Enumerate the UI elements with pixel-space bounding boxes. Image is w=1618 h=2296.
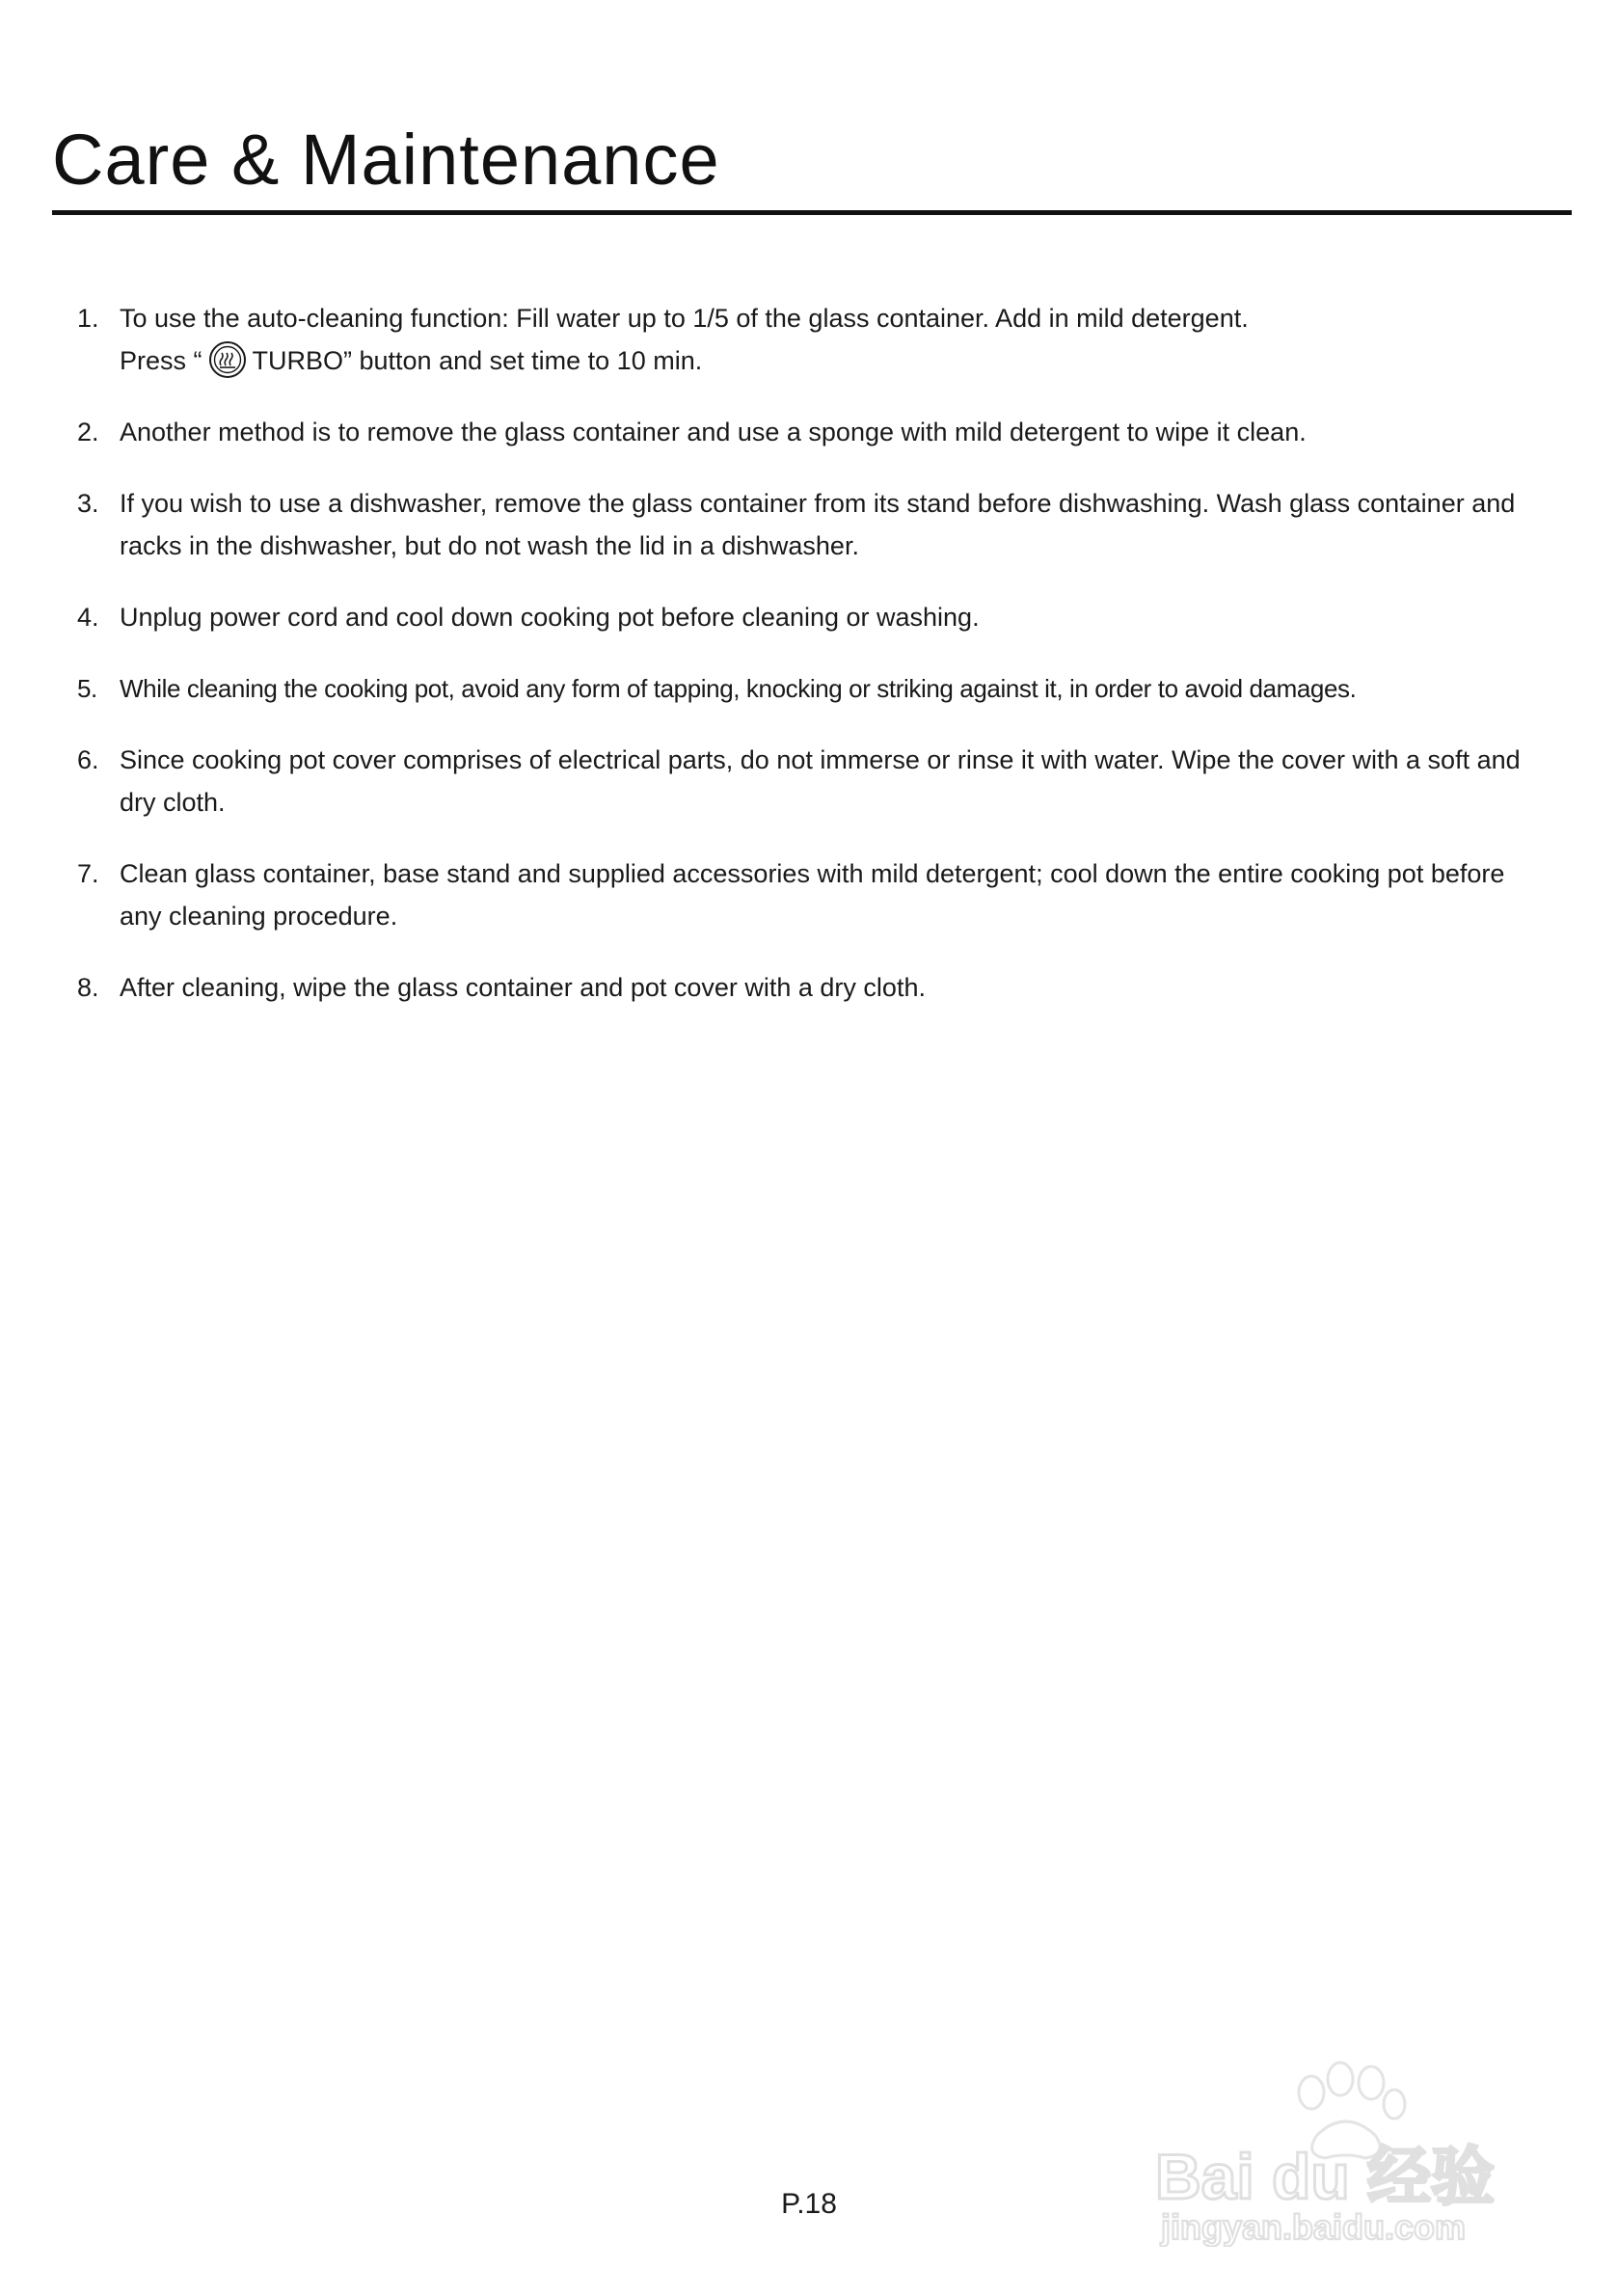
title-divider (52, 210, 1572, 215)
item-text: To use the auto-cleaning function: Fill water up to 1/5 of the glass container. Add in mild detergent. (120, 304, 1249, 333)
item-number: 3. (77, 489, 99, 518)
item-text: While cleaning the cooking pot, avoid any form of tapping, knocking or striking against it, in order to avoid damages. (120, 674, 1357, 703)
item-text: After cleaning, wipe the glass container and pot cover with a dry cloth. (120, 973, 926, 1002)
item-number: 4. (77, 603, 99, 632)
watermark-brand: Bai du 经验 (1155, 2141, 1496, 2212)
item-text: Press “ (120, 346, 202, 375)
item-number: 1. (77, 304, 99, 333)
care-instructions-list (77, 297, 1543, 1038)
list-item (77, 482, 1543, 567)
list-item (77, 667, 1543, 710)
list-item (77, 411, 1543, 453)
watermark-url: jingyan.baidu.com (1161, 2207, 1467, 2247)
list-item (77, 966, 1543, 1009)
list-item (77, 297, 1543, 382)
item-text: If you wish to use a dishwasher, remove the glass container from its stand before dishwashing. Wash glass container and racks in the dishwasher, but do not wash the lid in a dishwasher. (120, 489, 1516, 560)
item-number: 2. (77, 418, 99, 446)
item-number: 5. (77, 674, 97, 703)
turbo-fan-icon (208, 340, 247, 379)
item-text: Another method is to remove the glass container and use a sponge with mild detergent to wipe it clean. (120, 418, 1307, 446)
baidu-watermark (1147, 2054, 1552, 2247)
item-number: 7. (77, 859, 99, 888)
item-text: Clean glass container, base stand and supplied accessories with mild detergent; cool down the entire cooking pot before any cleaning procedure. (120, 859, 1505, 931)
item-number: 6. (77, 745, 99, 774)
list-item (77, 852, 1543, 937)
list-item (77, 739, 1543, 824)
page-number: P.18 (781, 2188, 837, 2220)
item-text: Unplug power cord and cool down cooking pot before cleaning or washing. (120, 603, 980, 632)
item-text: Since cooking pot cover comprises of electrical parts, do not immerse or rinse it with water. Wipe the cover with a soft and dry cloth. (120, 745, 1521, 817)
item-number: 8. (77, 973, 99, 1002)
list-item (77, 596, 1543, 638)
item-text: TURBO” button and set time to 10 min. (252, 346, 703, 375)
page-title: Care & Maintenance (52, 120, 720, 200)
